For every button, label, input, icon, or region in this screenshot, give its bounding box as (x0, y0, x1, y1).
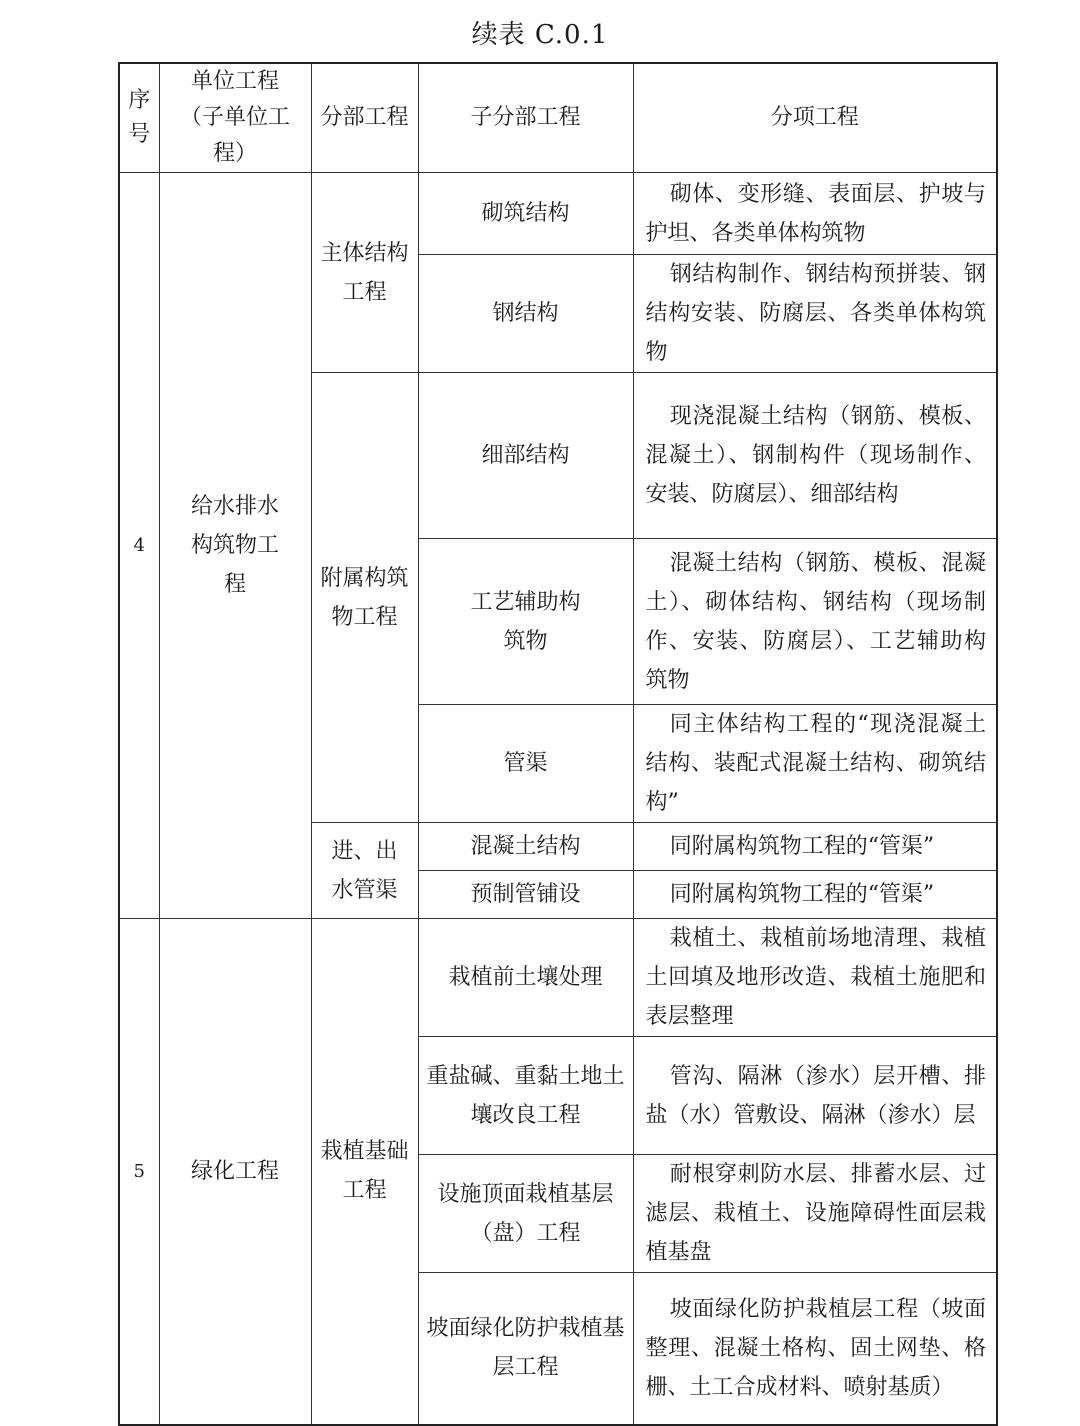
header-item: 分项工程 (633, 63, 997, 173)
item-cell: 同主体结构工程的“现浇混凝土结构、装配式混凝土结构、砌筑结构” (633, 705, 997, 823)
item-cell: 混凝土结构（钢筋、模板、混凝土）、砌体结构、钢结构（现场制作、安装、防腐层）、工艺辅助构筑物 (633, 539, 997, 705)
subdivision-cell: 细部结构 (418, 373, 633, 539)
header-unit: 单位工程（子单位工程） (159, 63, 311, 173)
item-cell: 砌体、变形缝、表面层、护坡与护坦、各类单体构筑物 (633, 173, 997, 255)
unit-cell: 绿化工程 (159, 919, 311, 1425)
subdivision-cell: 预制管铺设 (418, 871, 633, 919)
item-cell: 坡面绿化防护栽植层工程（坡面整理、混凝土格构、固土网垫、格栅、土工合成材料、喷射基质） (633, 1273, 997, 1425)
table-row (119, 173, 997, 255)
table-caption: 续表 C.0.1 (471, 20, 609, 50)
item-cell: 同附属构筑物工程的“管渠” (633, 823, 997, 871)
subdivision-cell: 工艺辅助构筑物 (418, 539, 633, 705)
division-cell: 主体结构工程 (311, 173, 418, 373)
division-table (118, 62, 998, 1426)
subdivision-cell: 钢结构 (418, 255, 633, 373)
item-cell: 钢结构制作、钢结构预拼装、钢结构安装、防腐层、各类单体构筑物 (633, 255, 997, 373)
item-cell: 管沟、隔淋（渗水）层开槽、排盐（水）管敷设、隔淋（渗水）层 (633, 1037, 997, 1155)
item-cell: 现浇混凝土结构（钢筋、模板、混凝土）、钢制构件（现场制作、安装、防腐层）、细部结构 (633, 373, 997, 539)
subdivision-cell: 坡面绿化防护栽植基层工程 (418, 1273, 633, 1425)
subdivision-cell: 混凝土结构 (418, 823, 633, 871)
seq-cell: 5 (119, 919, 159, 1425)
division-cell: 栽植基础工程 (311, 919, 418, 1425)
subdivision-cell: 设施顶面栽植基层（盘）工程 (418, 1155, 633, 1273)
subdivision-cell: 砌筑结构 (418, 173, 633, 255)
division-cell: 附属构筑物工程 (311, 373, 418, 823)
subdivision-cell: 栽植前土壤处理 (418, 919, 633, 1037)
header-division: 分部工程 (311, 63, 418, 173)
header-row (119, 63, 997, 173)
subdivision-cell: 重盐碱、重黏土地土壤改良工程 (418, 1037, 633, 1155)
item-cell: 耐根穿刺防水层、排蓄水层、过滤层、栽植土、设施障碍性面层栽植基盘 (633, 1155, 997, 1273)
header-seq: 序号 (119, 63, 159, 173)
unit-cell: 给水排水构筑物工程 (159, 173, 311, 919)
header-subdivision: 子分部工程 (418, 63, 633, 173)
seq-cell: 4 (119, 173, 159, 919)
table-row (119, 919, 997, 1037)
subdivision-cell: 管渠 (418, 705, 633, 823)
item-cell: 栽植土、栽植前场地清理、栽植土回填及地形改造、栽植土施肥和表层整理 (633, 919, 997, 1037)
item-cell: 同附属构筑物工程的“管渠” (633, 871, 997, 919)
division-cell: 进、出水管渠 (311, 823, 418, 919)
